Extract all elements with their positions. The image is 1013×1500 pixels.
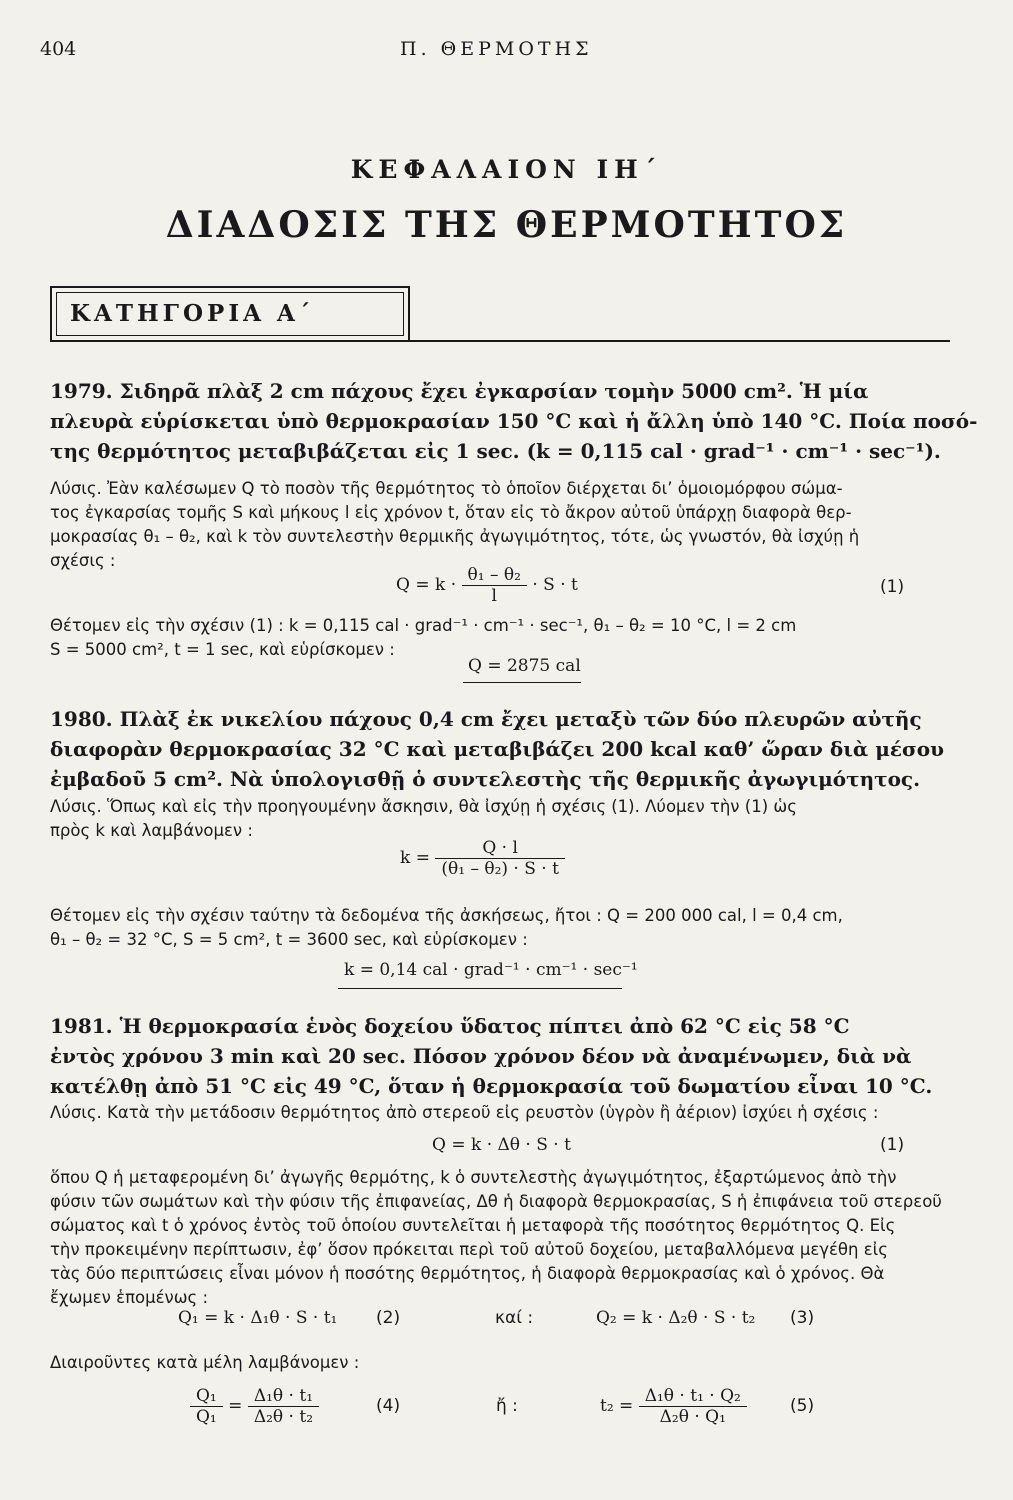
solution-line: μοκρασίας θ₁ – θ₂, καὶ k τὸν συντελεστὴν θερμικῆς ἀγωγιμότητος, τότε, ὡς γνωστόν, θὰ ἰσχύῃ ἡ: [50, 527, 860, 546]
solution-line: Λύσις. Ὅπως καὶ εἰς τὴν προηγουμένην ἄσκησιν, θὰ ἰσχύῃ ἡ σχέσις (1). Λύομεν τὴν (1) ὡς: [50, 797, 797, 816]
category-heading: ΚΑΤΗΓΟΡΙΑ Α΄: [70, 300, 315, 327]
page-number: 404: [40, 38, 77, 60]
formula-fraction: [190, 1386, 223, 1427]
formula-convection: Q = k · Δθ · S · t: [432, 1135, 571, 1155]
result-1979: Q = 2875 cal: [468, 656, 581, 676]
formula-conductivity: [400, 838, 565, 879]
solution-line: σχέσις :: [50, 551, 116, 570]
problem-line: διαφορὰν θερμοκρασίας 32 °C καὶ μεταβιβάζει 200 kcal καθ’ ὥραν διὰ μέσου: [50, 737, 945, 761]
fraction-denominator: Q₁: [190, 1406, 223, 1427]
result-underline: [463, 682, 581, 683]
solution-line: θ₁ – θ₂ = 32 °C, S = 5 cm², t = 3600 sec, καὶ εὑρίσκομεν :: [50, 930, 528, 949]
solution-line: ἔχωμεν ἑπομένως :: [50, 1288, 209, 1307]
fraction-denominator: l: [462, 585, 527, 606]
equation-number: (4): [376, 1396, 401, 1416]
problem-line: κατέλθῃ ἀπὸ 51 °C εἰς 49 °C, ὅταν ἡ θερμοκρασία τοῦ δωματίου εἶναι 10 °C.: [50, 1074, 933, 1098]
equation-number: (1): [880, 1135, 905, 1155]
formula-left: k =: [400, 848, 430, 868]
fraction-denominator: Δ₂θ · Q₁: [639, 1406, 747, 1427]
solution-line: Λύσις. Ἐὰν καλέσωμεν Q τὸ ποσὸν τῆς θερμότητος τὸ ὁποῖον διέρχεται δι’ ὁμοιομόρφου σώμα-: [50, 479, 843, 498]
problem-line: ἐντὸς χρόνου 3 min καὶ 20 sec. Πόσον χρόνον δέον νὰ ἀναμένωμεν, διὰ νὰ: [50, 1044, 912, 1068]
solution-line: τος ἐγκαρσίας τομῆς S καὶ μήκους l εἰς χρόνον t, ὅταν εἰς τὸ ἄκρον αὐτοῦ ὑπάρχῃ διαφορὰ θερ-: [50, 503, 852, 522]
formula-right: · S · t: [532, 575, 578, 595]
problem-line: της θερμότητος μεταβιβάζεται εἰς 1 sec. (k = 0,115 cal · grad⁻¹ · cm⁻¹ · sec⁻¹).: [50, 439, 941, 463]
equation-5: [600, 1386, 747, 1427]
solution-line: φύσιν τῶν σωμάτων καὶ τὴν φύσιν τῆς ἐπιφανείας, Δθ ἡ διαφορὰ θερμοκρασίας, S ἡ ἐπιφάνεια τοῦ στερεοῦ: [50, 1192, 942, 1211]
problem-1981-statement: [50, 1011, 950, 1101]
equation-2: Q₁ = k · Δ₁θ · S · t₁: [178, 1308, 338, 1328]
equation-number: (2): [376, 1308, 401, 1328]
solution-line: Θέτομεν εἰς τὴν σχέσιν ταύτην τὰ δεδομένα τῆς ἀσκήσεως, ἤτοι : Q = 200 000 cal, l = 0,4 cm,: [50, 906, 843, 925]
solution-line: τὰς δύο περιπτώσεις εἶναι μόνον ἡ ποσότης θερμότητος, ἡ διαφορὰ θερμοκρασίας καὶ ὁ χρόνος. Θὰ: [50, 1264, 885, 1283]
solution-line: ὅπου Q ἡ μεταφερομένη δι’ ἀγωγῆς θερμότης, k ὁ συντελεστὴς ἀγωγιμότητος, ἐξαρτώμενος ἀπὸ τὴν: [50, 1168, 897, 1187]
solution-line: σώματος καὶ t ὁ χρόνος ἐντὸς τοῦ ὁποίου συντελεῖται ἡ μεταφορὰ τῆς ποσότητος θερμότητος Q. Εἰς: [50, 1216, 896, 1235]
solution-line: Λύσις. Κατὰ τὴν μετάδοσιν θερμότητος ἀπὸ στερεοῦ εἰς ρευστὸν (ὑγρὸν ἢ ἀέριον) ἰσχύει ἡ σχέσις :: [50, 1103, 879, 1122]
problem-1979-solution: [50, 477, 950, 573]
problem-1979-statement: [50, 376, 978, 466]
problem-1981-solution: [50, 1101, 950, 1125]
solution-line: Θέτομεν εἰς τὴν σχέσιν (1) : k = 0,115 cal · grad⁻¹ · cm⁻¹ · sec⁻¹, θ₁ – θ₂ = 10 °C, l = 2 cm: [50, 616, 797, 635]
problem-1981-explanation: [50, 1166, 950, 1310]
problem-1980-statement: [50, 704, 950, 794]
fraction-numerator: θ₁ – θ₂: [467, 565, 521, 585]
fraction-numerator: Q · l: [482, 838, 518, 858]
fraction-numerator: Δ₁θ · t₁ · Q₂: [644, 1386, 741, 1406]
conjunction-or: ἤ :: [496, 1396, 518, 1416]
divide-instruction: [50, 1351, 950, 1375]
chapter-label: ΚΕΦΑΛΑΙΟΝ ΙΗ΄: [350, 155, 663, 184]
problem-line: 1979. Σιδηρᾶ πλὰξ 2 cm πάχους ἔχει ἐγκαρσίαν τομὴν 5000 cm². Ἡ μία: [50, 379, 869, 403]
problem-1980-substitution: [50, 904, 950, 952]
problem-1980-solution: [50, 795, 950, 843]
problem-line: ἐμβαδοῦ 5 cm². Νὰ ὑπολογισθῇ ὁ συντελεστὴς τῆς θερμικῆς ἀγωγιμότητος.: [50, 767, 921, 791]
equation-number: (3): [790, 1308, 815, 1328]
result-underline: [338, 988, 622, 989]
fraction-denominator: (θ₁ – θ₂) · S · t: [435, 858, 565, 879]
formula-fraction: [639, 1386, 747, 1427]
solution-line: Διαιροῦντες κατὰ μέλη λαμβάνομεν :: [50, 1353, 360, 1372]
equation-4: [190, 1386, 319, 1427]
equation-number: (5): [790, 1396, 815, 1416]
category-rule: [410, 340, 950, 342]
formula-heat-conduction: [396, 565, 578, 606]
conjunction-kai: καί :: [495, 1308, 534, 1328]
formula-fraction: [248, 1386, 319, 1427]
formula-left: t₂ =: [600, 1396, 634, 1416]
problem-1979-substitution: [50, 614, 950, 662]
result-1980: k = 0,14 cal · grad⁻¹ · cm⁻¹ · sec⁻¹: [344, 960, 638, 980]
chapter-title: ΔΙΑΔΟΣΙΣ ΤΗΣ ΘΕΡΜΟΤΗΤΟΣ: [165, 204, 848, 246]
problem-line: 1981. Ἡ θερμοκρασία ἑνὸς δοχείου ὕδατος πίπτει ἀπὸ 62 °C εἰς 58 °C: [50, 1014, 850, 1038]
formula-fraction: [462, 565, 527, 606]
equation-3: Q₂ = k · Δ₂θ · S · t₂: [596, 1308, 756, 1328]
formula-left: Q = k ·: [396, 575, 457, 595]
solution-line: πρὸς k καὶ λαμβάνομεν :: [50, 821, 253, 840]
fraction-numerator: Δ₁θ · t₁: [253, 1386, 314, 1406]
equation-number: (1): [880, 577, 905, 597]
equals-sign: =: [228, 1396, 243, 1416]
solution-line: S = 5000 cm², t = 1 sec, καὶ εὑρίσκομεν :: [50, 640, 395, 659]
formula-fraction: [435, 838, 565, 879]
problem-line: 1980. Πλὰξ ἐκ νικελίου πάχους 0,4 cm ἔχει μεταξὺ τῶν δύο πλευρῶν αὐτῆς: [50, 707, 922, 731]
solution-line: τὴν προκειμένην περίπτωσιν, ἐφ’ ὅσον πρόκειται περὶ τοῦ αὐτοῦ δοχείου, μεταβαλλόμενα μεγέθη εἰς: [50, 1240, 888, 1259]
fraction-numerator: Q₁: [196, 1386, 217, 1406]
problem-line: πλευρὰ εὑρίσκεται ὑπὸ θερμοκρασίαν 150 °C καὶ ἡ ἄλλη ὑπὸ 140 °C. Ποία ποσό-: [50, 409, 978, 433]
running-title: Π. ΘΕΡΜΟΤΗΣ: [400, 38, 593, 60]
fraction-denominator: Δ₂θ · t₂: [248, 1406, 319, 1427]
